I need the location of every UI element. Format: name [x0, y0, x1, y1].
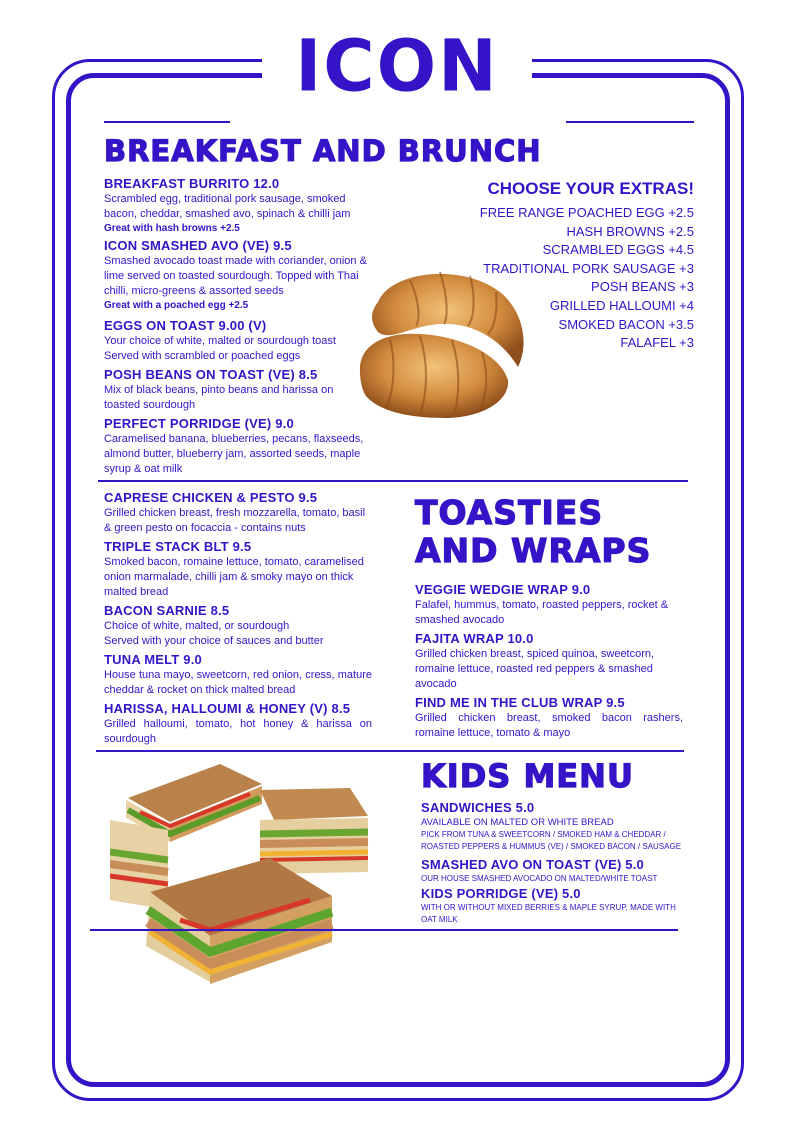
item-title: VEGGIE WEDGIE WRAP 9.0 [415, 582, 591, 597]
item-title: PERFECT PORRIDGE (VE) 9.0 [104, 416, 294, 431]
menu-item [421, 857, 683, 885]
extras-item: FREE RANGE POACHED EGG +2.5 [479, 205, 694, 220]
item-description: Grilled chicken breast, smoked bacon rashers, romaine lettuce, tomato & mayo [415, 712, 683, 739]
menu-item [421, 886, 683, 926]
logo: ICON [295, 24, 499, 108]
menu-item [104, 701, 372, 747]
item-description: Smashed avocado toast made with coriander, onion & lime served on toasted sourdough. Topped with Thai chilli, micro-greens & assorted seeds [104, 255, 367, 297]
toasties-title-line2: AND WRAPS [415, 531, 652, 570]
item-description: Grilled halloumi, tomato, hot honey & harissa on sourdough [104, 718, 372, 745]
item-title: ICON SMASHED AVO (VE) 9.5 [104, 238, 292, 253]
menu-item [104, 490, 372, 536]
divider [90, 929, 678, 931]
extras-title: CHOOSE YOUR EXTRAS! [487, 179, 694, 198]
item-description: PICK FROM TUNA & SWEETCORN / SMOKED HAM & CHEDDAR / ROASTED PEPPERS & HUMMUS (VE) / SMOKED BACON / SAUSAGE [421, 830, 682, 851]
extras-item: SMOKED BACON +3.5 [558, 316, 694, 332]
toasties-title-line1: TOASTIES [415, 493, 604, 532]
item-title: SANDWICHES 5.0 [421, 800, 535, 815]
item-title: SMASHED AVO ON TOAST (VE) 5.0 [421, 857, 644, 872]
menu-item [104, 238, 374, 313]
divider [104, 121, 230, 123]
divider [98, 480, 688, 482]
item-title: HARISSA, HALLOUMI & HONEY (V) 8.5 [104, 701, 351, 716]
divider [96, 750, 684, 752]
item-description: Your choice of white, malted or sourdough toast [104, 335, 336, 347]
menu-item [421, 800, 683, 853]
menu-item [415, 631, 683, 692]
extras-item: TRADITIONAL PORK SAUSAGE +3 [483, 260, 694, 276]
breakfast-section-title: BREAKFAST AND BRUNCH [104, 134, 542, 168]
menu-item [104, 318, 364, 364]
item-description: Grilled chicken breast, fresh mozzarella, tomato, basil & green pesto on focaccia - contains nuts [104, 507, 366, 534]
menu-item [415, 582, 683, 628]
menu-item [104, 539, 372, 600]
divider [566, 121, 694, 123]
item-title: TRIPLE STACK BLT 9.5 [104, 539, 252, 554]
kids-section-title: KIDS MENU [421, 757, 634, 795]
extras-item: POSH BEANS +3 [591, 279, 694, 295]
item-title: POSH BEANS ON TOAST (VE) 8.5 [104, 367, 318, 382]
item-description: Choice of white, malted, or sourdough [104, 620, 290, 632]
item-title: BACON SARNIE 8.5 [104, 603, 230, 618]
menu-item [104, 652, 372, 698]
extras-item: FALAFEL +3 [620, 335, 694, 351]
menu-item [104, 416, 364, 477]
item-title: FIND ME IN THE CLUB WRAP 9.5 [415, 695, 625, 710]
menu-item [104, 367, 354, 413]
extras-item: SCRAMBLED EGGS +4.5 [542, 242, 694, 258]
item-title: BREAKFAST BURRITO 12.0 [104, 176, 280, 191]
item-description: Smoked bacon, romaine lettuce, tomato, caramelised onion marmalade, chilli jam & smoky mayo on thick malted bread [104, 556, 364, 598]
menu-item [104, 176, 374, 236]
extras-item: GRILLED HALLOUMI +4 [549, 297, 694, 313]
item-title: CAPRESE CHICKEN & PESTO 9.5 [104, 490, 318, 505]
item-title: FAJITA WRAP 10.0 [415, 631, 534, 646]
menu-item [415, 695, 683, 741]
item-description: Falafel, hummus, tomato, roasted peppers, rocket & smashed avocado [415, 599, 669, 626]
item-description: Served with scrambled or poached eggs [104, 350, 301, 362]
item-description: Scrambled egg, traditional pork sausage, smoked bacon, cheddar, smashed avo, spinach & chilli jam [104, 193, 351, 220]
item-description: AVAILABLE ON MALTED OR WHITE BREAD [421, 817, 614, 828]
item-description: WITH OR WITHOUT MIXED BERRIES & MAPLE SYRUP, MADE WITH OAT MILK [421, 903, 676, 924]
item-description: Served with your choice of sauces and butter [104, 635, 324, 647]
sandwich-image [110, 760, 372, 992]
extras-item: HASH BROWNS +2.5 [566, 223, 694, 239]
menu-item [104, 603, 372, 649]
item-description: Caramelised banana, blueberries, pecans, flaxseeds, almond butter, blueberry jam, assorted seeds, maple syrup & oat milk [104, 433, 364, 475]
item-title: KIDS PORRIDGE (VE) 5.0 [421, 886, 581, 901]
item-note: Great with a poached egg +2.5 [104, 300, 249, 311]
item-description: Mix of black beans, pinto beans and harissa on toasted sourdough [104, 384, 334, 411]
item-description: Grilled chicken breast, spiced quinoa, sweetcorn, romaine lettuce, roasted red peppers & smashed avocado [415, 648, 655, 690]
extras-panel [440, 178, 694, 353]
item-description: House tuna mayo, sweetcorn, red onion, cress, mature cheddar & rocket on thick malted bread [104, 669, 372, 696]
item-title: TUNA MELT 9.0 [104, 652, 202, 667]
item-description: OUR HOUSE SMASHED AVOCADO ON MALTED/WHITE TOAST [421, 874, 658, 883]
item-note: Great with hash browns +2.5 [104, 223, 240, 234]
item-title: EGGS ON TOAST 9.00 (V) [104, 318, 267, 333]
